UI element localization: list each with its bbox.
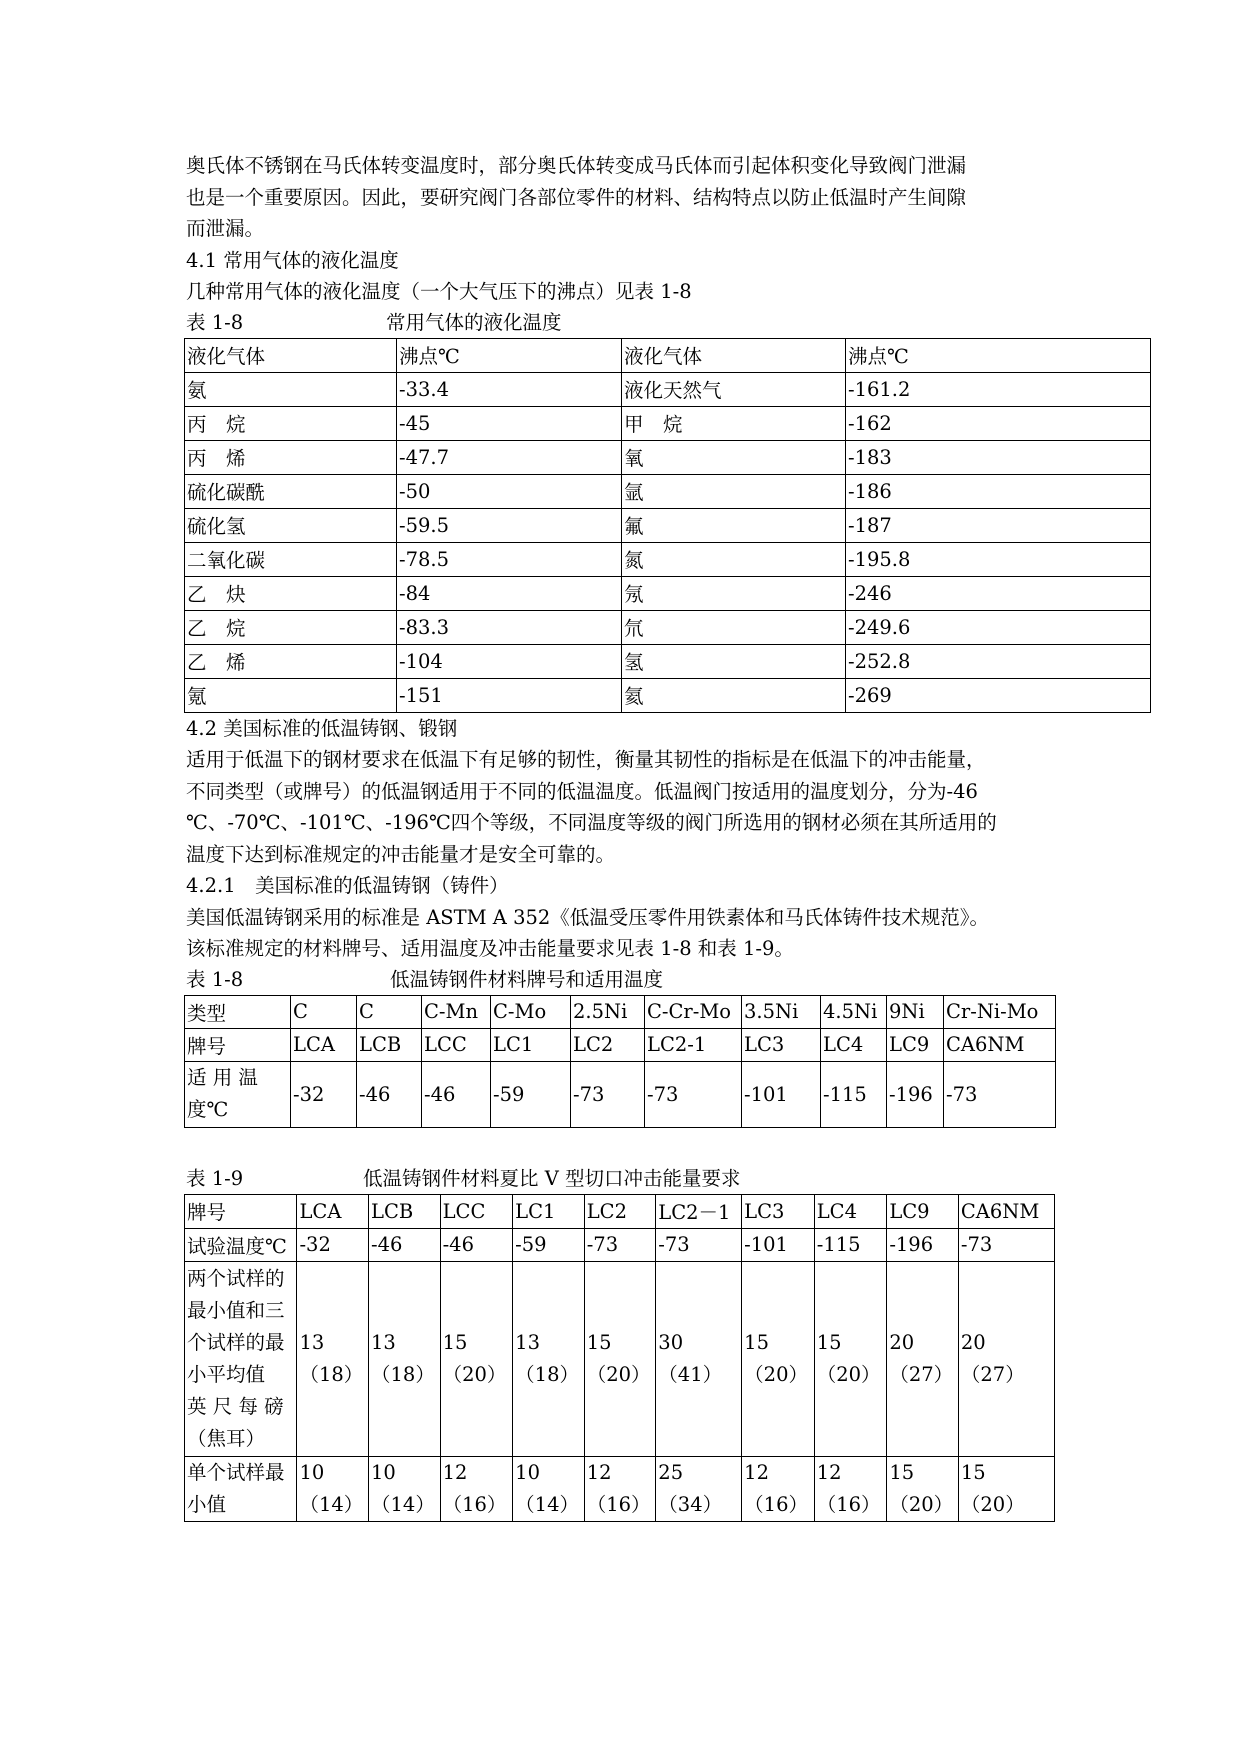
table-number: 表 1-9 bbox=[186, 1166, 244, 1190]
paragraph-line: 该标准规定的材料牌号、适用温度及冲击能量要求见表 1-8 和表 1-9。 bbox=[186, 937, 794, 960]
label-line: 最小值和三 bbox=[187, 1298, 285, 1322]
value-line: （20） bbox=[889, 1492, 954, 1516]
table-cell: -50 bbox=[397, 474, 622, 508]
table-cell: 9Ni bbox=[887, 995, 944, 1028]
table-caption bbox=[186, 308, 1066, 338]
section-heading-4-2: 4.2 美国标准的低温铸钢、锻钢 bbox=[186, 716, 458, 740]
row-label: 牌号 bbox=[185, 1194, 297, 1228]
table-cell: LC2－1 bbox=[656, 1194, 742, 1228]
table-cell: -78.5 bbox=[397, 542, 622, 576]
row-label bbox=[185, 1456, 297, 1521]
header-cell: 沸点℃ bbox=[846, 338, 1151, 372]
value-line: 15（20） bbox=[744, 1330, 808, 1386]
table-cell: 氘 bbox=[622, 610, 846, 644]
value-line: （18） bbox=[515, 1362, 579, 1386]
section-paragraph-4-2-1 bbox=[186, 902, 1066, 965]
table-cell bbox=[814, 1261, 887, 1456]
table-row bbox=[185, 508, 1151, 542]
label-line: 小值 bbox=[187, 1492, 227, 1516]
table-cell: -47.7 bbox=[397, 440, 622, 474]
intro-line: 而泄漏。 bbox=[186, 217, 265, 240]
table-cell bbox=[814, 1456, 887, 1521]
table-row bbox=[185, 474, 1151, 508]
table-cell bbox=[656, 1261, 742, 1456]
table-caption bbox=[186, 965, 1066, 995]
value-line: （20） bbox=[960, 1492, 1025, 1516]
table-cell: 氟 bbox=[622, 508, 846, 542]
table-row bbox=[185, 542, 1151, 576]
table-cell: LC1 bbox=[491, 1028, 571, 1061]
table-row bbox=[185, 1028, 1056, 1061]
table-cell: -46 bbox=[440, 1228, 513, 1261]
value-line: 13 bbox=[515, 1330, 540, 1354]
table-cell: -101 bbox=[742, 1228, 815, 1261]
table-cell: -32 bbox=[297, 1228, 369, 1261]
intro-paragraph bbox=[186, 150, 1066, 245]
table-cell: -59 bbox=[513, 1228, 585, 1261]
table-cell: 4.5Ni bbox=[821, 995, 887, 1028]
table-cell: LC2 bbox=[584, 1194, 656, 1228]
label-line: 小平均值 bbox=[187, 1362, 266, 1386]
table-row bbox=[185, 610, 1151, 644]
table-cell: C-Cr-Mo bbox=[645, 995, 742, 1028]
table-cell: 氢 bbox=[622, 644, 846, 678]
table-cell: 乙 烷 bbox=[185, 610, 397, 644]
table-cell: C-Mo bbox=[491, 995, 571, 1028]
table-cell bbox=[440, 1456, 513, 1521]
table-cell: -186 bbox=[846, 474, 1151, 508]
row-label: 适 用 温 度℃ bbox=[185, 1061, 291, 1127]
table-cell: -46 bbox=[369, 1228, 441, 1261]
table-row bbox=[185, 678, 1151, 712]
table-cell: 硫化氢 bbox=[185, 508, 397, 542]
value-line: （27） bbox=[889, 1362, 954, 1386]
table-cell: -73 bbox=[944, 1061, 1056, 1127]
table-cell: -59.5 bbox=[397, 508, 622, 542]
table-cell: LCC bbox=[440, 1194, 513, 1228]
table-cell bbox=[958, 1456, 1054, 1521]
table-cell: LCC bbox=[422, 1028, 491, 1061]
paragraph-line: 适用于低温下的钢材要求在低温下有足够的韧性，衡量其韧性的指标是在低温下的冲击能量， bbox=[186, 748, 986, 771]
table-cell: LC1 bbox=[513, 1194, 585, 1228]
table-cell: 液化天然气 bbox=[622, 372, 846, 406]
table-row bbox=[185, 440, 1151, 474]
value-line: （18） bbox=[371, 1362, 435, 1386]
table-cell: -33.4 bbox=[397, 372, 622, 406]
table-cell: -45 bbox=[397, 406, 622, 440]
table-cell: 二氧化碳 bbox=[185, 542, 397, 576]
table-cell: 3.5Ni bbox=[742, 995, 821, 1028]
table-cell bbox=[297, 1261, 369, 1456]
table-cell bbox=[297, 1456, 369, 1521]
value-line: （14） bbox=[515, 1492, 579, 1516]
table-cell: -101 bbox=[742, 1061, 821, 1127]
table-cell: -73 bbox=[584, 1228, 656, 1261]
table-cell: -187 bbox=[846, 508, 1151, 542]
table-cell: LCB bbox=[357, 1028, 422, 1061]
table-cell: LC2 bbox=[571, 1028, 645, 1061]
label-line: 单个试样最 bbox=[187, 1460, 285, 1484]
table-cell bbox=[742, 1456, 815, 1521]
table-cell: -196 bbox=[887, 1228, 959, 1261]
value-line: 12 bbox=[586, 1460, 612, 1484]
value-line: 30 bbox=[658, 1330, 684, 1354]
value-line: （16） bbox=[586, 1492, 651, 1516]
table-cell: LC4 bbox=[814, 1194, 887, 1228]
header-cell: 液化气体 bbox=[185, 338, 397, 372]
table-title: 常用气体的液化温度 bbox=[386, 310, 562, 334]
value-line: （41） bbox=[658, 1362, 723, 1386]
table-row bbox=[185, 1261, 1055, 1456]
paragraph-line: 不同类型（或牌号）的低温钢适用于不同的低温温度。低温阀门按适用的温度划分，分为-46 bbox=[186, 779, 978, 803]
table-cell: 乙 烯 bbox=[185, 644, 397, 678]
table-cell bbox=[656, 1456, 742, 1521]
table-cell: 丙 烯 bbox=[185, 440, 397, 474]
table-cell: -46 bbox=[422, 1061, 491, 1127]
table-cell bbox=[958, 1261, 1054, 1456]
table-cell: LCB bbox=[369, 1194, 441, 1228]
label-line: （焦耳） bbox=[187, 1426, 266, 1450]
value-line: （16） bbox=[442, 1492, 507, 1516]
table-cell: 硫化碳酰 bbox=[185, 474, 397, 508]
value-line: 20 bbox=[960, 1330, 986, 1354]
table-cell: -46 bbox=[357, 1061, 422, 1127]
value-line: 15 bbox=[960, 1460, 986, 1484]
table-cell: LC2-1 bbox=[645, 1028, 742, 1061]
cast-steel-grade-table bbox=[184, 995, 1056, 1128]
table-cell: -32 bbox=[291, 1061, 357, 1127]
paragraph-line: ℃、-70℃、-101℃、-196℃四个等级，不同温度等级的阀门所选用的钢材必须在其所适用的 bbox=[186, 811, 997, 834]
table-cell: -183 bbox=[846, 440, 1151, 474]
header-cell: 沸点℃ bbox=[397, 338, 622, 372]
value-line: 25 bbox=[658, 1460, 684, 1484]
table-cell bbox=[369, 1261, 441, 1456]
table-cell bbox=[584, 1261, 656, 1456]
intro-line: 也是一个重要原因。因此，要研究阀门各部位零件的材料、结构特点以防止低温时产生间隙 bbox=[186, 185, 967, 209]
table-cell: -162 bbox=[846, 406, 1151, 440]
value-line: 12 bbox=[744, 1460, 769, 1484]
value-line: （14） bbox=[371, 1492, 435, 1516]
table-cell bbox=[369, 1456, 441, 1521]
table-cell: 甲 烷 bbox=[622, 406, 846, 440]
value-line: 10 bbox=[515, 1460, 540, 1484]
table-cell: LCA bbox=[291, 1028, 357, 1061]
row-label: 试验温度℃ bbox=[185, 1228, 297, 1261]
table-cell: -115 bbox=[821, 1061, 887, 1127]
value-line: （20） bbox=[816, 1362, 881, 1386]
value-line: （27） bbox=[960, 1362, 1025, 1386]
table-cell: 氖 bbox=[622, 576, 846, 610]
table-cell bbox=[440, 1261, 513, 1456]
table-cell: C-Mn bbox=[422, 995, 491, 1028]
table-cell: CA6NM bbox=[944, 1028, 1056, 1061]
value-line: 12 bbox=[816, 1460, 842, 1484]
table-cell: C bbox=[291, 995, 357, 1028]
table-cell bbox=[584, 1456, 656, 1521]
table-cell: -73 bbox=[656, 1228, 742, 1261]
label-line: 两个试样的 bbox=[187, 1266, 285, 1290]
table-cell: CA6NM bbox=[958, 1194, 1054, 1228]
section-heading-4-2-1: 4.2.1 美国标准的低温铸钢（铸件） bbox=[186, 874, 509, 897]
row-label: 牌号 bbox=[185, 1028, 291, 1061]
value-line: 15 bbox=[442, 1330, 468, 1354]
document-page bbox=[186, 150, 1066, 1522]
table-row bbox=[185, 576, 1151, 610]
table-number: 表 1-8 bbox=[186, 967, 244, 991]
table-row bbox=[185, 1194, 1055, 1228]
value-line: （16） bbox=[816, 1492, 881, 1516]
value-line: 20 bbox=[889, 1330, 915, 1354]
section-paragraph-4-2 bbox=[186, 744, 1066, 870]
table-cell: LC9 bbox=[887, 1194, 959, 1228]
table-cell: LCA bbox=[297, 1194, 369, 1228]
value-line: （34） bbox=[658, 1492, 723, 1516]
table-cell bbox=[887, 1261, 959, 1456]
intro-line: 奥氏体不锈钢在马氏体转变温度时，部分奥氏体转变成马氏体而引起体积变化导致阀门泄漏 bbox=[186, 154, 967, 177]
table-cell bbox=[887, 1456, 959, 1521]
table-cell: -104 bbox=[397, 644, 622, 678]
row-label: 类型 bbox=[185, 995, 291, 1028]
table-cell: -59 bbox=[491, 1061, 571, 1127]
table-row bbox=[185, 1061, 1056, 1127]
table-row bbox=[185, 372, 1151, 406]
table-title: 低温铸钢件材料牌号和适用温度 bbox=[390, 967, 664, 991]
table-cell: 2.5Ni bbox=[571, 995, 645, 1028]
table-cell: 氧 bbox=[622, 440, 846, 474]
table-row bbox=[185, 406, 1151, 440]
table-caption bbox=[186, 1164, 1066, 1194]
value-line: 12 bbox=[442, 1460, 468, 1484]
table-cell: -246 bbox=[846, 576, 1151, 610]
table-cell: 乙 炔 bbox=[185, 576, 397, 610]
table-row bbox=[185, 1228, 1055, 1261]
table-cell: -196 bbox=[887, 1061, 944, 1127]
table-row bbox=[185, 995, 1056, 1028]
table-cell: -252.8 bbox=[846, 644, 1151, 678]
row-label bbox=[185, 1261, 297, 1456]
table-title: 低温铸钢件材料夏比 V 型切口冲击能量要求 bbox=[363, 1166, 741, 1190]
table-cell bbox=[513, 1261, 585, 1456]
table-cell: -83.3 bbox=[397, 610, 622, 644]
table-row bbox=[185, 644, 1151, 678]
paragraph-line: 温度下达到标准规定的冲击能量才是安全可靠的。 bbox=[186, 842, 616, 866]
table-number: 表 1-8 bbox=[186, 310, 244, 334]
table-cell: 氮 bbox=[622, 542, 846, 576]
label-line: 英 尺 每 磅 bbox=[187, 1394, 284, 1418]
table-cell bbox=[742, 1261, 815, 1456]
section-lead-4-1: 几种常用气体的液化温度（一个大气压下的沸点）见表 1-8 bbox=[186, 280, 692, 303]
table-cell: 氪 bbox=[185, 678, 397, 712]
value-line: （14） bbox=[299, 1492, 364, 1516]
value-line: 10 bbox=[371, 1460, 396, 1484]
table-cell: -161.2 bbox=[846, 372, 1151, 406]
value-line: 10 bbox=[299, 1460, 325, 1484]
table-cell: 氦 bbox=[622, 678, 846, 712]
value-line: 15 bbox=[889, 1460, 915, 1484]
impact-energy-table bbox=[184, 1194, 1055, 1522]
table-cell: -73 bbox=[571, 1061, 645, 1127]
table-cell: LC4 bbox=[821, 1028, 887, 1061]
table-cell: 氩 bbox=[622, 474, 846, 508]
paragraph-line: 美国低温铸钢采用的标准是 ASTM A 352《低温受压零件用铁素体和马氏体铸件技术规范》。 bbox=[186, 905, 990, 929]
spacer bbox=[186, 1128, 1066, 1164]
header-cell: 液化气体 bbox=[622, 338, 846, 372]
value-line: （20） bbox=[442, 1362, 507, 1386]
value-line: 15 bbox=[816, 1330, 842, 1354]
table-cell: 氨 bbox=[185, 372, 397, 406]
gas-liquefaction-table bbox=[184, 338, 1151, 713]
value-line: 13 bbox=[371, 1330, 396, 1354]
label-line: 个试样的最 bbox=[187, 1330, 285, 1354]
value-line: （18） bbox=[299, 1362, 364, 1386]
table-cell: -84 bbox=[397, 576, 622, 610]
value-line: （16） bbox=[744, 1492, 808, 1516]
table-cell: Cr-Ni-Mo bbox=[944, 995, 1056, 1028]
table-row bbox=[185, 1456, 1055, 1521]
value-line: （20） bbox=[586, 1362, 651, 1386]
table-cell: LC9 bbox=[887, 1028, 944, 1061]
section-heading-4-1: 4.1 常用气体的液化温度 bbox=[186, 248, 399, 272]
table-header-row bbox=[185, 338, 1151, 372]
table-cell bbox=[513, 1456, 585, 1521]
table-cell: -115 bbox=[814, 1228, 887, 1261]
table-cell: -151 bbox=[397, 678, 622, 712]
table-cell: -249.6 bbox=[846, 610, 1151, 644]
table-cell: -73 bbox=[645, 1061, 742, 1127]
table-cell: LC3 bbox=[742, 1194, 815, 1228]
table-cell: -269 bbox=[846, 678, 1151, 712]
table-cell: LC3 bbox=[742, 1028, 821, 1061]
table-cell: -195.8 bbox=[846, 542, 1151, 576]
value-line: 15 bbox=[586, 1330, 612, 1354]
table-cell: C bbox=[357, 995, 422, 1028]
table-cell: 丙 烷 bbox=[185, 406, 397, 440]
value-line: 13 bbox=[299, 1330, 325, 1354]
table-cell: -73 bbox=[958, 1228, 1054, 1261]
